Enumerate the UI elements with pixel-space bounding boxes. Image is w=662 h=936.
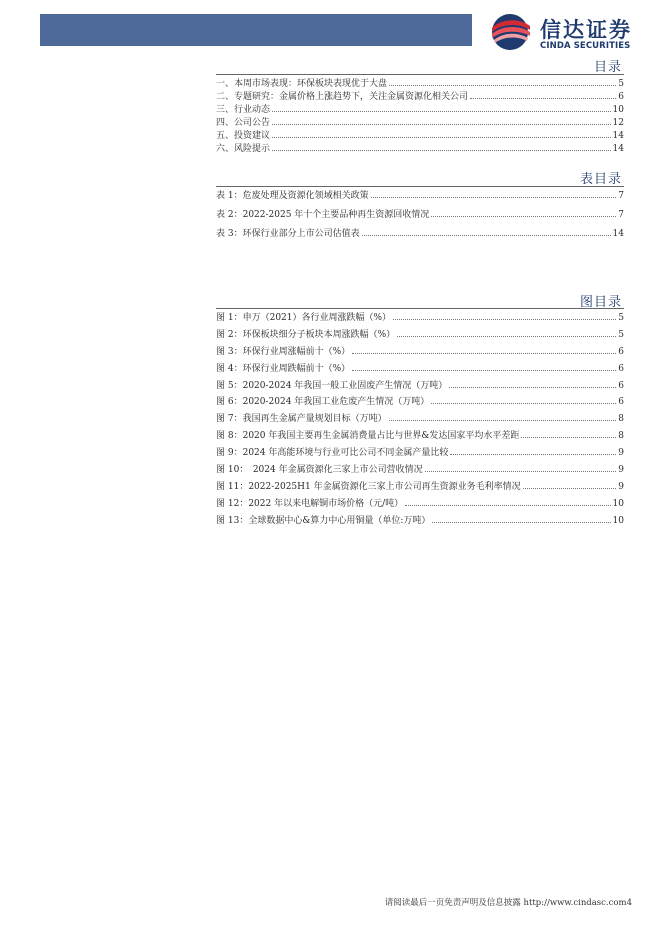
figure-entry-label: 图 4：环保行业周跌幅前十（%）	[216, 363, 351, 374]
figure-entry-label: 图 8：2020 年我国主要再生金属消费量占比与世界&发达国家平均水平差距	[216, 431, 520, 442]
figure-entry-label: 图 13：全球数据中心&算力中心用铜量（单位:万吨）	[216, 515, 431, 526]
dot-leader	[405, 505, 610, 506]
dot-leader	[393, 319, 616, 320]
header-bar	[40, 14, 472, 46]
toc-entry[interactable]	[216, 142, 624, 154]
figure-entry[interactable]	[216, 429, 624, 441]
figure-entry-page: 9	[618, 465, 624, 476]
table-entry-page: 7	[618, 191, 624, 201]
dot-leader	[521, 437, 616, 438]
toc-rule	[216, 74, 624, 75]
tables-toc-title: 表目录	[579, 172, 622, 187]
toc-entry[interactable]	[216, 116, 624, 128]
page-number: 4	[626, 898, 632, 908]
toc-entry-page: 14	[612, 131, 624, 141]
dot-leader	[362, 235, 611, 236]
dot-leader	[272, 124, 611, 125]
dot-leader	[450, 454, 616, 455]
toc-entry-page: 14	[612, 144, 624, 154]
figures-toc-title: 图目录	[579, 295, 622, 310]
logo-text-cn: 信达证券	[540, 18, 632, 42]
dot-leader	[523, 488, 617, 489]
dot-leader	[272, 150, 611, 151]
toc-entry-page: 5	[618, 79, 624, 89]
figure-entry-page: 6	[618, 380, 624, 391]
figure-entry-label: 图 11：2022-2025H1 年金属资源化三家上市公司再生资源业务毛利率情况	[216, 481, 521, 492]
figure-entry[interactable]	[216, 328, 624, 340]
figure-entry-label: 图 7：我国再生金属产量规划目标（万吨）	[216, 414, 387, 425]
dot-leader	[371, 197, 617, 198]
figure-entry-label: 图 6：2020-2024 年我国工业危废产生情况（万吨）	[216, 397, 430, 408]
figure-entry-page: 6	[618, 397, 624, 408]
toc-entry-label: 一、本周市场表现：环保板块表现优于大盘	[216, 79, 388, 89]
figures-toc-rule	[216, 308, 624, 309]
table-entry[interactable]	[216, 189, 624, 201]
toc-entry[interactable]	[216, 90, 624, 102]
figure-entry-page: 10	[612, 515, 624, 526]
figure-entry[interactable]	[216, 395, 624, 407]
figure-entry[interactable]	[216, 311, 624, 323]
toc-list	[216, 77, 624, 155]
toc-entry[interactable]	[216, 103, 624, 115]
toc-entry-page: 10	[612, 105, 624, 115]
footer	[385, 896, 632, 908]
dot-leader	[389, 420, 617, 421]
tables-toc-rule	[216, 186, 624, 187]
figure-entry-label: 图 9：2024 年高能环境与行业可比公司不同金属产量比较	[216, 448, 449, 459]
dot-leader	[431, 216, 616, 217]
table-entry-label: 表 2：2022-2025 年十个主要品种再生资源回收情况	[216, 210, 430, 220]
figure-entry-page: 8	[618, 431, 624, 442]
table-entry-page: 14	[612, 229, 624, 239]
toc-entry[interactable]	[216, 77, 624, 89]
figure-entry-page: 9	[618, 448, 624, 459]
table-entry-label: 表 1：危废处理及资源化领域相关政策	[216, 191, 369, 201]
dot-leader	[470, 98, 616, 99]
table-entry-page: 7	[618, 210, 624, 220]
figure-entry-label: 图 12：2022 年以来电解铜市场价格（元/吨）	[216, 498, 404, 509]
logo-text-en: CINDA SECURITIES	[540, 41, 631, 51]
figure-entry[interactable]	[216, 412, 624, 424]
figure-entry-label: 图 5：2020-2024 年我国一般工业固废产生情况（万吨）	[216, 380, 448, 391]
toc-entry-page: 12	[612, 118, 624, 128]
figure-entry[interactable]	[216, 514, 624, 526]
figure-entry[interactable]	[216, 497, 624, 509]
table-entry[interactable]	[216, 227, 624, 239]
figure-entry-label: 图 10： 2024 年金属资源化三家上市公司营收情况	[216, 465, 423, 476]
toc-entry[interactable]	[216, 129, 624, 141]
toc-entry-label: 六、风险提示	[216, 144, 271, 154]
dot-leader	[397, 336, 616, 337]
dot-leader	[272, 137, 611, 138]
dot-leader	[431, 403, 616, 404]
toc-entry-page: 6	[618, 92, 624, 102]
figure-entry-label: 图 2：环保板块细分子板块本周涨跌幅（%）	[216, 329, 396, 340]
figure-entry[interactable]	[216, 480, 624, 492]
dot-leader	[352, 370, 616, 371]
figure-entry-label: 图 3：环保行业周涨幅前十（%）	[216, 346, 351, 357]
figures-toc-list	[216, 311, 624, 531]
figure-entry[interactable]	[216, 463, 624, 475]
toc-title: 目录	[593, 60, 622, 75]
figure-entry-page: 6	[618, 346, 624, 357]
toc-entry-label: 四、公司公告	[216, 118, 271, 128]
figure-entry[interactable]	[216, 345, 624, 357]
figure-entry-page: 8	[618, 414, 624, 425]
figure-entry-page: 6	[618, 363, 624, 374]
tables-toc-list	[216, 189, 624, 246]
figure-entry-page: 9	[618, 481, 624, 492]
dot-leader	[425, 471, 617, 472]
toc-entry-label: 三、行业动态	[216, 105, 271, 115]
figure-entry-page: 5	[618, 329, 624, 340]
figure-entry[interactable]	[216, 446, 624, 458]
logo	[486, 12, 646, 52]
dot-leader	[389, 85, 616, 86]
dot-leader	[352, 353, 616, 354]
dot-leader	[449, 387, 616, 388]
footer-disclaimer[interactable]: 请阅读最后一页免责声明及信息披露 http://www.cindasc.com	[384, 898, 627, 908]
dot-leader	[432, 522, 610, 523]
table-entry[interactable]	[216, 208, 624, 220]
cinda-logo-icon	[486, 12, 534, 52]
toc-entry-label: 二、专题研究：金属价格上涨趋势下，关注金属资源化相关公司	[216, 92, 469, 102]
figure-entry[interactable]	[216, 379, 624, 391]
figure-entry-page: 10	[612, 498, 624, 509]
table-entry-label: 表 3：环保行业部分上市公司估值表	[216, 229, 360, 239]
figure-entry-page: 5	[618, 313, 624, 323]
toc-entry-label: 五、投资建议	[216, 131, 271, 141]
figure-entry[interactable]	[216, 362, 624, 374]
dot-leader	[272, 111, 611, 112]
figure-entry-label: 图 1：申万（2021）各行业周涨跌幅（%）	[216, 313, 392, 323]
